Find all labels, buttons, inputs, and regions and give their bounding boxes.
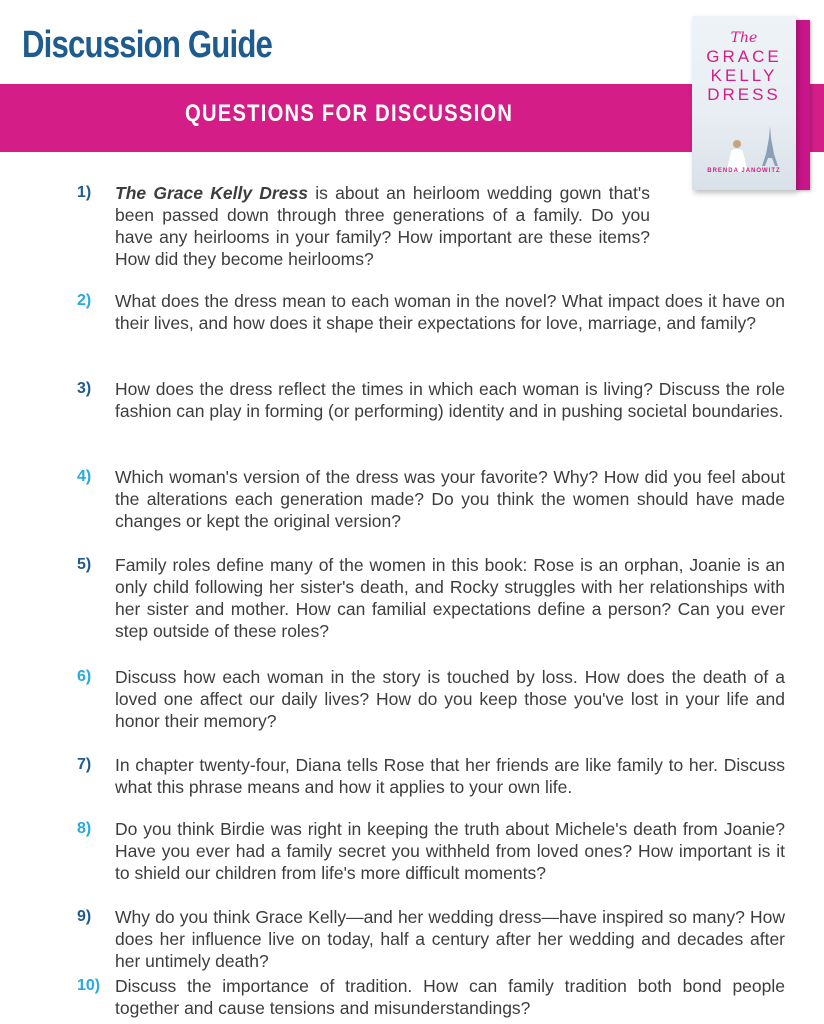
book-title-line: GRACE — [706, 47, 782, 66]
book-author: BRENDA JANOWITZ — [707, 168, 781, 174]
question-number: 3) — [77, 380, 92, 397]
question-text — [115, 182, 650, 270]
question-text: Which woman's version of the dress was your favorite? Why? How did you feel about the alterations each generation made? Do you think the women should have made changes or kept the original version? — [115, 467, 785, 531]
question-text: Family roles define many of the women in this book: Rose is an orphan, Joanie is an only child following her sister's death, and Rocky struggles with her relationships with her sister and mother. How can familial expectations define a person? Can you ever step outside of these roles? — [115, 555, 785, 641]
question-number: 9) — [77, 908, 92, 925]
question-number: 4) — [77, 468, 92, 485]
book-title-line: DRESS — [707, 85, 781, 104]
question-text: In chapter twenty-four, Diana tells Rose that her friends are like family to her. Discuss what this phrase means and how it applies to your own life. — [115, 755, 785, 797]
question-text: Discuss the importance of tradition. How can family tradition both bond people together and cause tensions and misunderstandings? — [115, 976, 785, 1018]
question-text: What does the dress mean to each woman in the novel? What impact does it have on their lives, and how does it shape their expectations for love, marriage, and family? — [115, 291, 785, 333]
book-title-reference: The Grace Kelly Dress — [115, 183, 308, 203]
question-text: Do you think Birdie was right in keeping the truth about Michele's death from Joanie? Have you ever had a family secret you withheld from loved ones? How important is it to shield our children from life's more difficult moments? — [115, 819, 785, 883]
question-number: 8) — [77, 820, 92, 837]
question-text: Discuss how each woman in the story is touched by loss. How does the death of a loved one affect our daily lives? How do you keep those you've lost in your life and honor their memory? — [115, 667, 785, 731]
question-number: 6) — [77, 668, 92, 685]
book-title-the: The — [730, 30, 758, 46]
banner-title: QUESTIONS FOR DISCUSSION — [185, 100, 514, 127]
question-number: 10) — [77, 977, 101, 994]
question-number: 5) — [77, 556, 92, 573]
question-text: How does the dress reflect the times in which each woman is living? Discuss the role fashion can play in forming (or performing) identity and in pushing societal boundaries. — [115, 379, 785, 421]
question-body: is about an heirloom wedding gown that's been passed down through three generations of a family. Do you have any heirlooms in your family? How important are these items? How did they become heirlooms? — [115, 183, 650, 269]
page-title: Discussion Guide — [22, 24, 273, 66]
question-number: 7) — [77, 756, 92, 773]
question-number: 2) — [77, 292, 92, 309]
question-text: Why do you think Grace Kelly—and her wedding dress—have inspired so many? How does her influence live on today, half a century after her wedding and decades after her untimely death? — [115, 907, 785, 971]
question-number: 1) — [77, 184, 92, 201]
book-title-line: KELLY — [710, 66, 778, 85]
